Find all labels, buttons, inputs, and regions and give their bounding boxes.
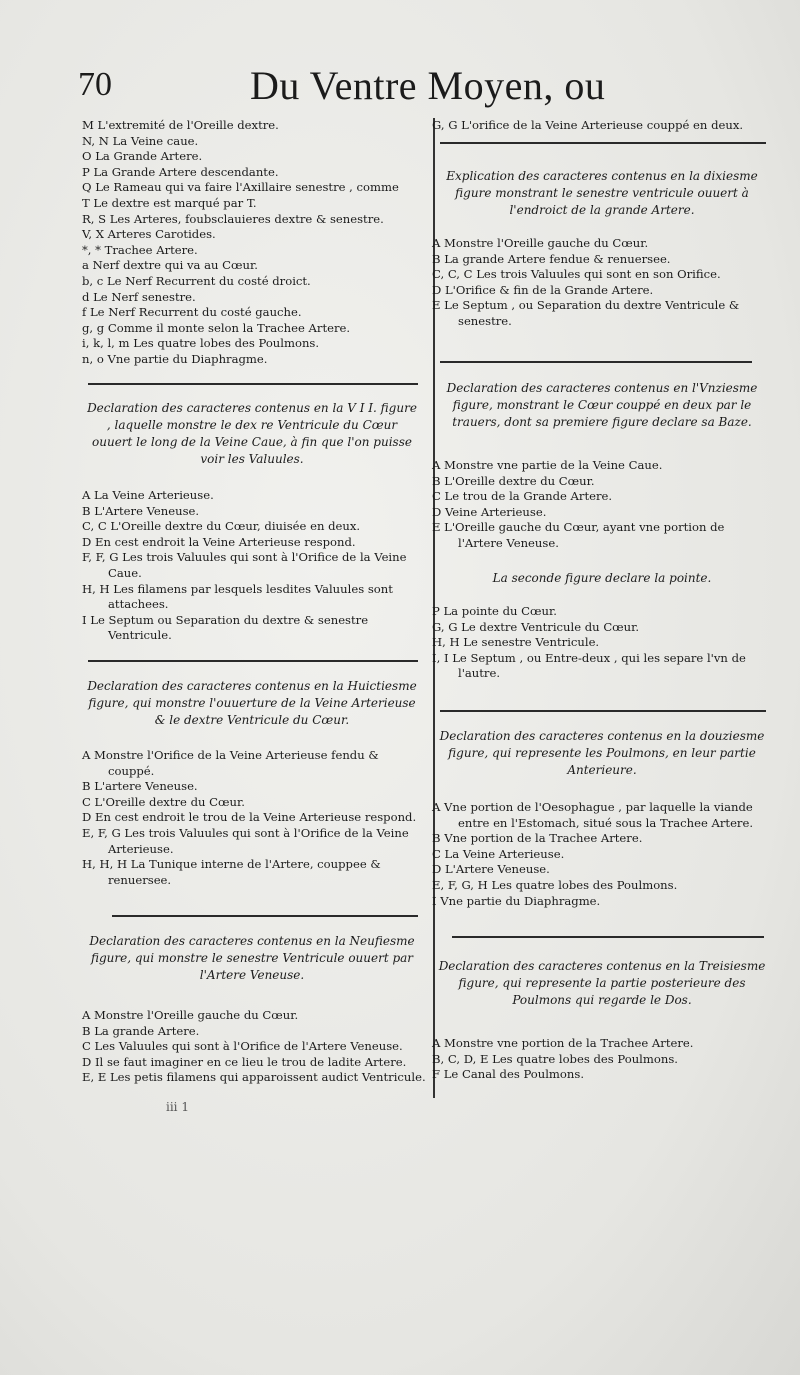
legend-entry: A La Veine Arterieuse. bbox=[82, 488, 214, 502]
legend-list-9 bbox=[82, 1008, 427, 1086]
section-heading-9: Declaration des caracteres contenus en la Neufiesme figure, qui monstre le senestre Ventricule ouuert par l'Artere Veneuse. bbox=[89, 934, 415, 982]
legend-list-11 bbox=[432, 458, 772, 552]
legend-entry: g, g Comme il monte selon la Trachee Artere. bbox=[82, 320, 351, 335]
legend-entry: I, I Le Septum , ou Entre-deux , qui les separe l'vn de l'autre. bbox=[432, 650, 746, 681]
legend-entry: a Nerf dextre qui va au Cœur. bbox=[82, 258, 258, 273]
legend-list-10 bbox=[432, 236, 772, 330]
section-heading-8: Declaration des caracteres contenus en la Huictiesme figure, qui monstre l'ouuerture de la Veine Arterieuse & le dextre Ventricule du Cœur. bbox=[87, 679, 417, 727]
legend-list bbox=[82, 118, 427, 368]
legend-list bbox=[432, 118, 772, 134]
section-rule bbox=[112, 915, 418, 917]
legend-entry: V, X Arteres Carotides. bbox=[82, 227, 216, 242]
legend-entry: M L'extremité de l'Oreille dextre. bbox=[82, 118, 279, 132]
legend-entry: E, F, G, H Les quatre lobes des Poulmons. bbox=[432, 877, 678, 892]
legend-entry: C Le trou de la Grande Artere. bbox=[432, 489, 613, 504]
legend-entry: D En cest endroit la Veine Arterieuse respond. bbox=[82, 534, 356, 549]
legend-entry: C La Veine Arterieuse. bbox=[432, 846, 565, 861]
running-title: Du Ventre Moyen, ou bbox=[250, 63, 606, 108]
legend-list-12 bbox=[432, 800, 772, 909]
legend-entry: P La pointe du Cœur. bbox=[432, 604, 557, 618]
section-heading-10: Explication des caracteres contenus en la dixiesme figure monstrant le senestre ventricule ouuert à l'endroict de la grande Artere. bbox=[446, 169, 758, 217]
legend-entry: B L'Oreille dextre du Cœur. bbox=[432, 473, 595, 488]
legend-entry: E Le Septum , ou Separation du dextre Ventricule & senestre. bbox=[432, 298, 740, 328]
section-rule bbox=[88, 383, 418, 385]
legend-entry: f Le Nerf Recurrent du costé gauche. bbox=[82, 305, 302, 320]
legend-entry: E, E Les petis filamens qui apparoissent audict Ventricule. bbox=[82, 1070, 426, 1085]
legend-entry: d Le Nerf senestre. bbox=[82, 289, 196, 304]
legend-entry: B La grande Artere fendue & renuersee. bbox=[432, 251, 671, 266]
legend-entry: B Vne portion de la Trachee Artere. bbox=[432, 831, 643, 846]
legend-entry: B L'Artere Veneuse. bbox=[82, 503, 200, 518]
signature-mark: iii 1 bbox=[166, 1100, 189, 1114]
legend-entry: N, N La Veine caue. bbox=[82, 133, 199, 148]
sub-heading-11: La seconde figure declare la pointe. bbox=[492, 571, 712, 585]
legend-entry: D Veine Arterieuse. bbox=[432, 504, 547, 519]
section-rule bbox=[440, 361, 752, 363]
legend-entry: G, G Le dextre Ventricule du Cœur. bbox=[432, 619, 640, 634]
page-header bbox=[78, 62, 738, 112]
legend-entry: A Monstre l'Oreille gauche du Cœur. bbox=[432, 236, 649, 250]
legend-entry: P La Grande Artere descendante. bbox=[82, 164, 279, 179]
legend-entry: *, * Trachee Artere. bbox=[82, 242, 198, 257]
legend-entry: H, H Les filamens par lesquels lesdites Valuules sont attachees. bbox=[82, 581, 393, 612]
legend-list-7 bbox=[82, 488, 427, 644]
legend-entry: E, F, G Les trois Valuules qui sont à l'Orifice de la Veine Arterieuse. bbox=[82, 825, 409, 856]
legend-entry: D L'Orifice & fin de la Grande Artere. bbox=[432, 282, 654, 297]
legend-entry: F, F, G Les trois Valuules qui sont à l'Orifice de la Veine Caue. bbox=[82, 550, 407, 580]
legend-entry: B La grande Artere. bbox=[82, 1023, 200, 1038]
legend-entry: D Il se faut imaginer en ce lieu le trou de ladite Artere. bbox=[82, 1054, 407, 1069]
legend-entry: F Le Canal des Poulmons. bbox=[432, 1067, 585, 1082]
legend-entry: A Monstre l'Oreille gauche du Cœur. bbox=[82, 1008, 299, 1022]
section-rule bbox=[88, 660, 418, 662]
legend-entry: H, H Le senestre Ventricule. bbox=[432, 635, 600, 650]
legend-entry: I Le Septum ou Separation du dextre & senestre Ventricule. bbox=[82, 612, 369, 643]
legend-entry: A Vne portion de l'Oesophague , par laquelle la viande entre en l'Estomach, situé sous la Trachee Artere. bbox=[432, 800, 754, 830]
legend-entry: Q Le Rameau qui va faire l'Axillaire senestre , comme bbox=[82, 180, 399, 195]
legend-entry: H, H, H La Tunique interne de l'Artere, couppee & renuersee. bbox=[82, 857, 381, 887]
legend-entry: C L'Oreille dextre du Cœur. bbox=[82, 794, 245, 809]
legend-entry: O La Grande Artere. bbox=[82, 149, 203, 164]
legend-list-11b bbox=[432, 604, 772, 682]
legend-list-13 bbox=[432, 1036, 772, 1083]
legend-entry: G, G L'orifice de la Veine Arterieuse couppé en deux. bbox=[432, 118, 744, 132]
legend-entry: C, C, C Les trois Valuules qui sont en son Orifice. bbox=[432, 267, 721, 282]
legend-entry: D En cest endroit le trou de la Veine Arterieuse respond. bbox=[82, 810, 417, 825]
legend-entry: R, S Les Arteres, foubsclauieres dextre & senestre. bbox=[82, 211, 384, 226]
legend-entry: A Monstre vne portion de la Trachee Artere. bbox=[432, 1036, 694, 1050]
legend-entry: I Vne partie du Diaphragme. bbox=[432, 893, 601, 908]
legend-entry: B L'artere Veneuse. bbox=[82, 779, 198, 794]
page-number: 70 bbox=[78, 66, 112, 103]
legend-entry: A Monstre l'Orifice de la Veine Arterieuse fendu & couppé. bbox=[82, 748, 379, 778]
section-heading-12: Declaration des caracteres contenus en la douziesme figure, qui represente les Poulmons, en leur partie Anterieure. bbox=[439, 729, 765, 777]
legend-entry: B, C, D, E Les quatre lobes des Poulmons. bbox=[432, 1051, 678, 1066]
section-rule bbox=[440, 142, 766, 144]
section-heading-13: Declaration des caracteres contenus en la Treisiesme figure, qui represente la partie posterieure des Poulmons qui regarde le Dos. bbox=[438, 959, 766, 1007]
legend-entry: A Monstre vne partie de la Veine Caue. bbox=[432, 458, 663, 472]
section-heading-11: Declaration des caracteres contenus en l'Vnziesme figure, monstrant le Cœur couppé en deux par le trauers, dont sa premiere figure declare sa Baze. bbox=[446, 381, 758, 429]
legend-entry: C, C L'Oreille dextre du Cœur, diuisée en deux. bbox=[82, 519, 361, 534]
section-heading-7: Declaration des caracteres contenus en la V I I. figure , laquelle monstre le dex re Ventricule du Cœur ouuert le long de la Veine Caue, à fin que l'on puisse voir les Valuules. bbox=[87, 401, 417, 466]
section-rule bbox=[440, 710, 766, 712]
legend-entry: E L'Oreille gauche du Cœur, ayant vne portion de l'Artere Veneuse. bbox=[432, 520, 725, 550]
legend-entry: C Les Valuules qui sont à l'Orifice de l'Artere Veneuse. bbox=[82, 1039, 403, 1054]
legend-entry: T Le dextre est marqué par T. bbox=[82, 195, 257, 210]
legend-entry: n, o Vne partie du Diaphragme. bbox=[82, 351, 268, 366]
legend-entry: b, c Le Nerf Recurrent du costé droict. bbox=[82, 273, 311, 288]
legend-list-8 bbox=[82, 748, 427, 888]
section-rule bbox=[452, 936, 764, 938]
legend-entry: i, k, l, m Les quatre lobes des Poulmons. bbox=[82, 336, 320, 351]
legend-entry: D L'Artere Veneuse. bbox=[432, 862, 550, 877]
